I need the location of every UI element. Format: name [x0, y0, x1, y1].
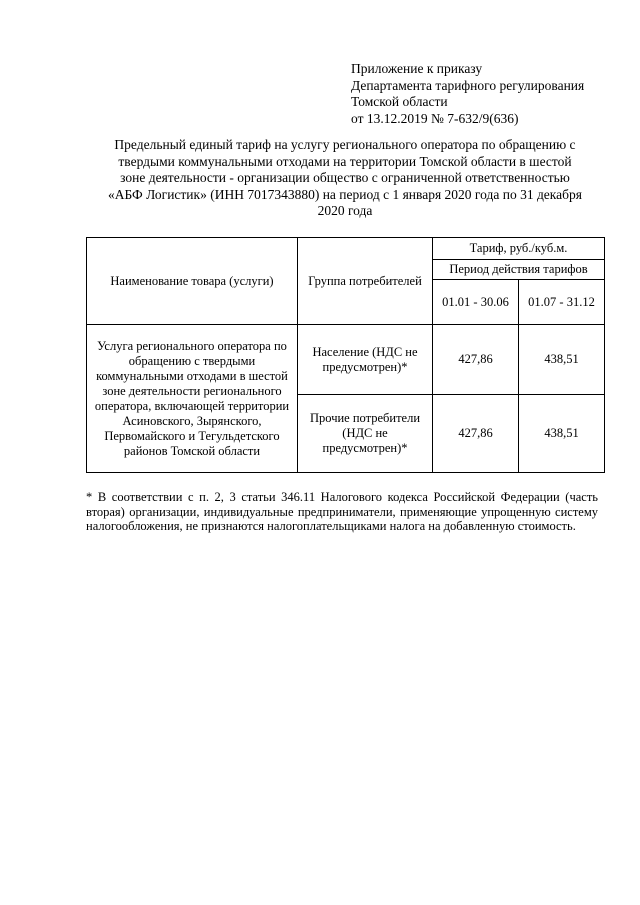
appendix-header: [351, 61, 584, 127]
header-period-1: 01.01 - 30.06: [433, 280, 519, 325]
appendix-line: Приложение к приказу: [351, 61, 483, 76]
header-tariff: Тариф, руб./куб.м.: [433, 238, 605, 260]
document-title: [86, 137, 604, 220]
title-line: 2020 года: [317, 203, 373, 218]
header-consumer-group: Группа потребителей: [298, 238, 433, 325]
consumer-group-cell: Прочие потребители (НДС не предусмотрен)*: [298, 395, 433, 473]
title-line: твердыми коммунальными отходами на территории Томской области в шестой: [118, 153, 572, 169]
header-period: Период действия тарифов: [433, 260, 605, 280]
table-header-row: [87, 238, 605, 260]
tariff-value-cell: 438,51: [519, 395, 605, 473]
consumer-group-cell: Население (НДС не предусмотрен)*: [298, 325, 433, 395]
appendix-date-number: от 13.12.2019 № 7-632/9(636): [351, 110, 519, 126]
service-description: Услуга регионального оператора по обращению с твердыми коммунальными отходами в шестой зоне деятельности регионального оператора, включающей территории Асиновского, Зырянского, Первомайского и Тегульдетского районов Томской области: [87, 325, 298, 473]
tariff-value-cell: 438,51: [519, 325, 605, 395]
appendix-line: Томской области: [351, 94, 448, 109]
title-line: Предельный единый тариф на услугу регионального оператора по обращению с: [114, 137, 576, 152]
header-service-name: Наименование товара (услуги): [87, 238, 298, 325]
title-line: «АБФ Логистик» (ИНН 7017343880) на период с 1 января 2020 года по 31 декабря: [108, 186, 582, 202]
tariff-value-cell: 427,86: [433, 395, 519, 473]
table-row: [87, 325, 605, 395]
tariff-value-cell: 427,86: [433, 325, 519, 395]
tariff-table: [86, 237, 605, 473]
title-line: зоне деятельности - организации общество с ограниченной ответственностью: [120, 170, 570, 185]
appendix-line: Департамента тарифного регулирования: [351, 77, 585, 93]
footnote: * В соответствии с п. 2, 3 статьи 346.11 Налогового кодекса Российской Федерации (часть вторая) организации, индивидуальные предприниматели, применяющие упрощенную систему налогообложения, не признаются налогоплательщиками налога на добавленную стоимость.: [86, 490, 598, 533]
header-period-2: 01.07 - 31.12: [519, 280, 605, 325]
